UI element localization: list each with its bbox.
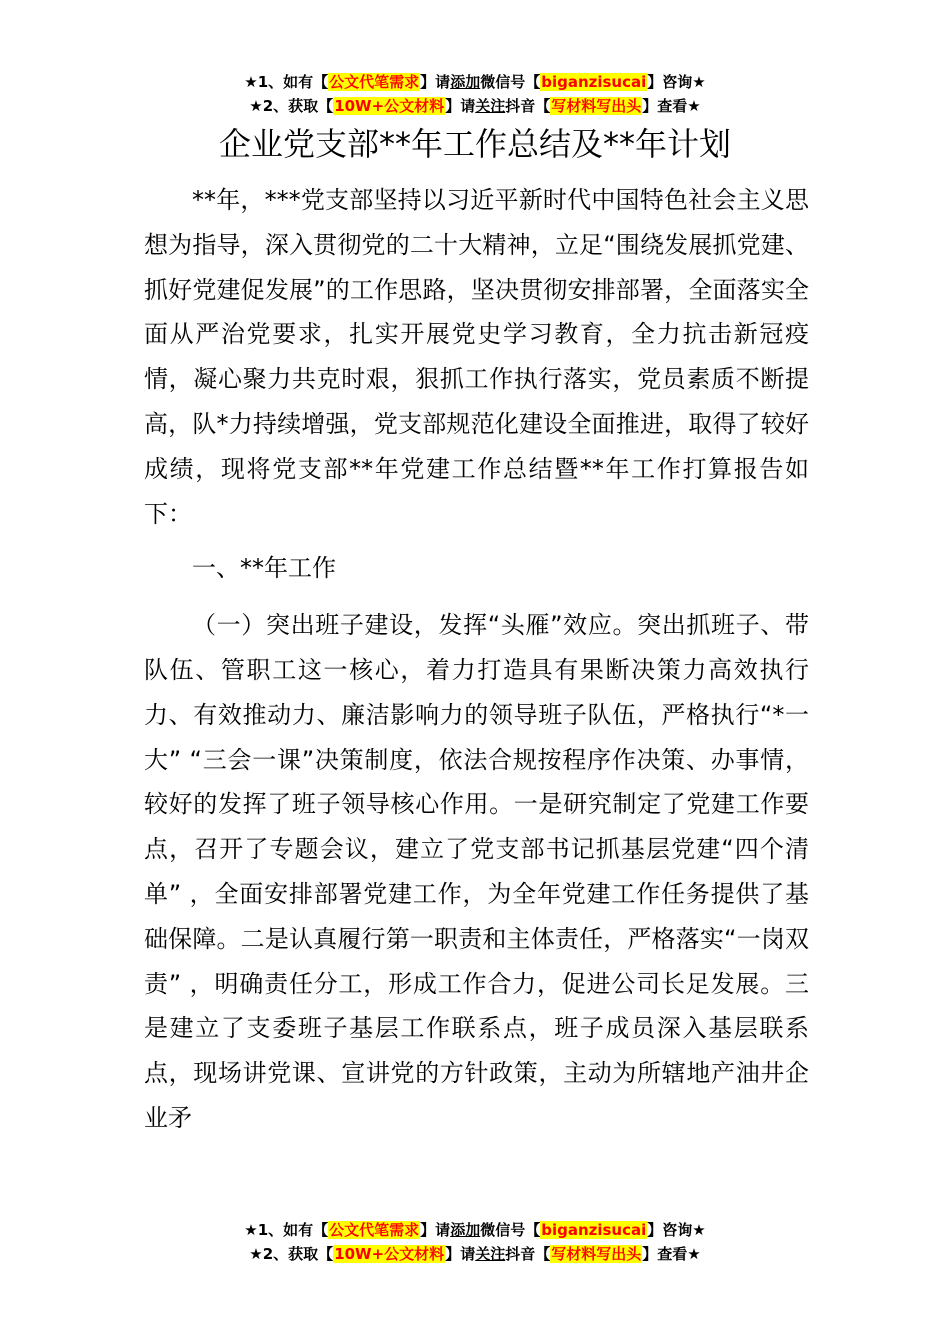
section-heading: 一、**年工作 (192, 554, 336, 583)
promo-underlined-text: 关注 (475, 1245, 506, 1263)
promo-line-1: ★1、如有【公文代笔需求】请添加微信号【biganzisucai】咨询★ (244, 73, 706, 91)
promo-line-1: ★1、如有【公文代笔需求】请添加微信号【biganzisucai】咨询★ (244, 1221, 706, 1239)
bottom-promo-banner (0, 1218, 950, 1266)
promo-line-2: ★2、获取【10W+公文材料】请关注抖音【写材料写出头】查看★ (249, 97, 701, 115)
body-paragraph: （一）突出班子建设，发挥“头雁”效应。突出抓班子、带队伍、管职工这一核心，着力打造具有果断决策力高效执行力、有效推动力、廉洁影响力的领导班子队伍，严格执行“*一大” “三会一课”决策制度，依法合规按程序作决策、办事情，较好的发挥了班子领导核心作用。一是研究制定了党建工作要点，召开了专题会议，建立了党支部书记抓基层党建“四个清单” ，全面安排部署党建工作，为全年党建工作任务提供了基础保障。二是认真履行第一职责和主体责任，严格落实“一岗双责” ，明确责任分工，形成工作合力，促进公司长足发展。三是建立了支委班子基层工作联系点，班子成员深入基层联系点，现场讲党课、宣讲党的方针政策，主动为所辖地产油井企业矛 (144, 611, 809, 1132)
intro-paragraph: **年，***党支部坚持以习近平新时代中国特色社会主义思想为指导，深入贯彻党的二十大精神，立足“围绕发展抓党建、抓好党建促发展”的工作思路，坚决贯彻安排部署，全面落实全面从严治党要求，扎实开展党史学习教育，全力抗击新冠疫情，凝心聚力共克时艰，狠抓工作执行落实，党员素质不断提高，队*力持续增强，党支部规范化建设全面推进，取得了较好成绩，现将党支部**年党建工作总结暨**年工作打算报告如下： (144, 186, 809, 528)
top-promo-banner (0, 70, 950, 118)
promo-underlined-text: 添加 (450, 1221, 481, 1239)
promo-highlight: 公文代笔需求 (329, 73, 420, 91)
document-body (144, 178, 809, 1141)
document-title: 企业党支部**年工作总结及**年计划 (218, 125, 731, 163)
promo-highlight: 公文代笔需求 (329, 1221, 420, 1239)
promo-underlined-text: 添加 (450, 73, 481, 91)
promo-underlined-text: 关注 (475, 97, 506, 115)
promo-highlight: 10W+公文材料 (334, 1245, 445, 1263)
promo-highlight: 写材料写出头 (551, 97, 642, 115)
promo-highlight: biganzisucai (541, 73, 647, 91)
promo-line-2: ★2、获取【10W+公文材料】请关注抖音【写材料写出头】查看★ (249, 1245, 701, 1263)
promo-highlight: 写材料写出头 (551, 1245, 642, 1263)
promo-highlight: biganzisucai (541, 1221, 647, 1239)
promo-highlight: 10W+公文材料 (334, 97, 445, 115)
